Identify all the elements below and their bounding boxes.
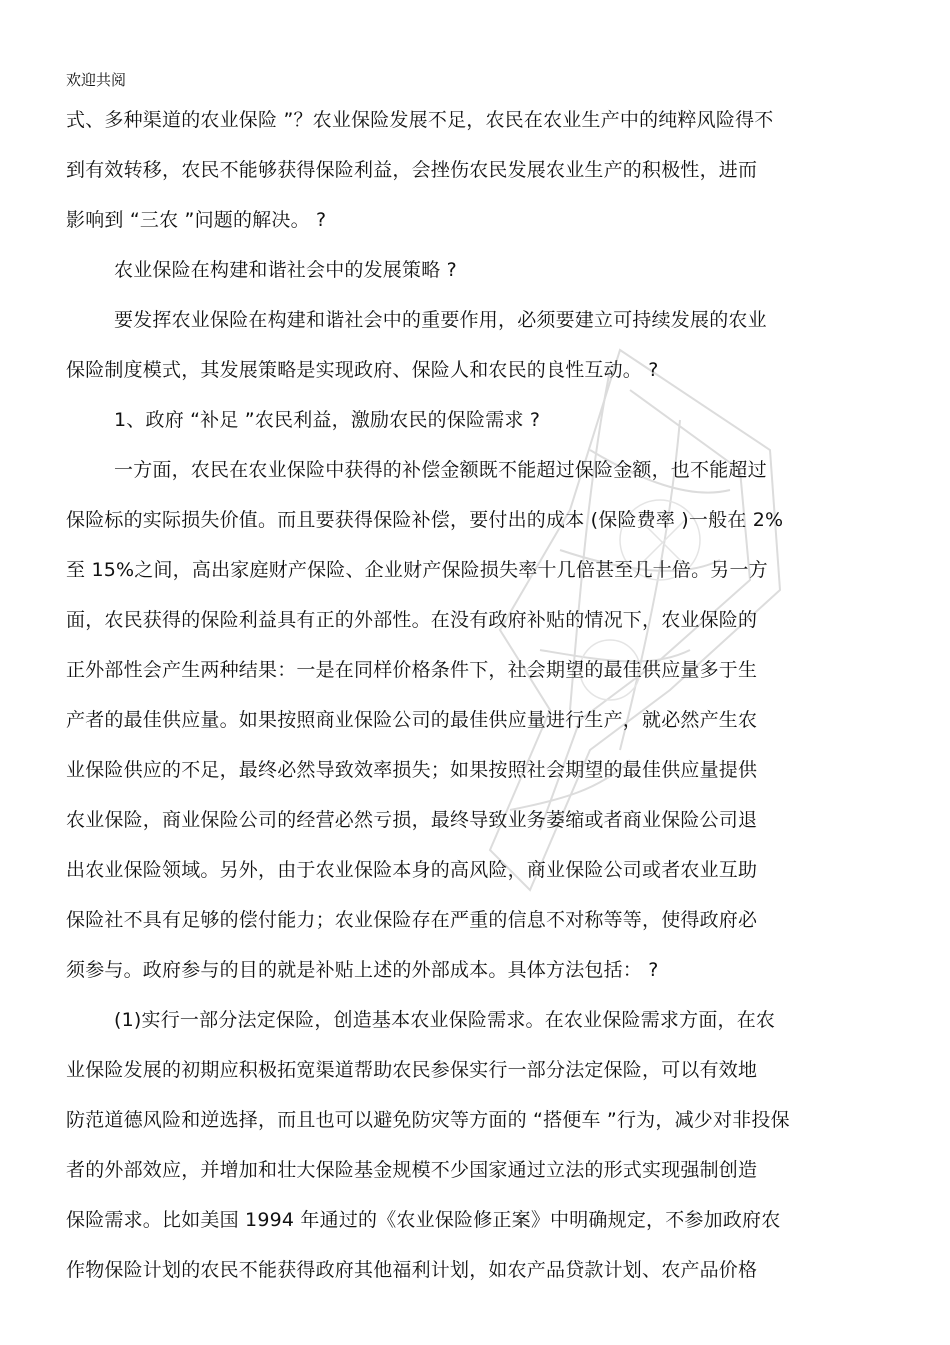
paragraph-line: 作物保险计划的农民不能获得政府其他福利计划，如农产品贷款计划、农产品价格 [66, 1259, 758, 1281]
paragraph-line: 农业保险，商业保险公司的经营必然亏损，最终导致业务萎缩或者商业保险公司退 [66, 809, 758, 831]
paragraph-line: 保险制度模式，其发展策略是实现政府、保险人和农民的良性互动。 ? [66, 359, 659, 381]
section-heading: 农业保险在构建和谐社会中的发展策略 ? [114, 259, 457, 281]
paragraph-line: 出农业保险领域。另外，由于农业保险本身的高风险，商业保险公司或者农业互助 [66, 859, 758, 881]
paragraph-line: 影响到 “三农 ”问题的解决。 ? [66, 209, 327, 231]
paragraph-line: 要发挥农业保险在构建和谐社会中的重要作用，必须要建立可持续发展的农业 [114, 309, 767, 331]
paragraph-line: 面，农民获得的保险利益具有正的外部性。在没有政府补贴的情况下，农业保险的 [66, 609, 758, 631]
subsection-heading: 1、政府 “补足 ”农民利益，激励农民的保险需求 ? [114, 409, 541, 431]
paragraph-line: 保险标的实际损失价值。而且要获得保险补偿，要付出的成本 (保险费率 )一般在 2% [66, 509, 784, 531]
paragraph-line: 者的外部效应，并增加和壮大保险基金规模不少国家通过立法的形式实现强制创造 [66, 1159, 758, 1181]
paragraph-line: 到有效转移，农民不能够获得保险利益，会挫伤农民发展农业生产的积极性，进而 [66, 159, 758, 181]
paragraph-line: 至 15%之间，高出家庭财产保险、企业财产保险损失率十几倍甚至几十倍。另一方 [66, 559, 768, 581]
paragraph-line: 须参与。政府参与的目的就是补贴上述的外部成本。具体方法包括： ? [66, 959, 659, 981]
paragraph-line: 业保险供应的不足，最终必然导致效率损失；如果按照社会期望的最佳供应量提供 [66, 759, 758, 781]
paragraph-line: 正外部性会产生两种结果：一是在同样价格条件下，社会期望的最佳供应量多于生 [66, 659, 758, 681]
paragraph-line: 保险需求。比如美国 1994 年通过的《农业保险修正案》中明确规定，不参加政府农 [66, 1209, 781, 1231]
paragraph-line: 一方面，农民在农业保险中获得的补偿金额既不能超过保险金额，也不能超过 [114, 459, 767, 481]
page-header: 欢迎共阅 [66, 71, 127, 89]
paragraph-line: (1)实行一部分法定保险，创造基本农业保险需求。在农业保险需求方面，在农 [114, 1009, 776, 1031]
paragraph-line: 业保险发展的初期应积极拓宽渠道帮助农民参保实行一部分法定保险，可以有效地 [66, 1059, 758, 1081]
paragraph-line: 保险社不具有足够的偿付能力；农业保险存在严重的信息不对称等等，使得政府必 [66, 909, 758, 931]
paragraph-line: 产者的最佳供应量。如果按照商业保险公司的最佳供应量进行生产，就必然产生农 [66, 709, 758, 731]
paragraph-line: 防范道德风险和逆选择，而且也可以避免防灾等方面的 “搭便车 ”行为，减少对非投保 [66, 1109, 790, 1131]
paragraph-line: 式、多种渠道的农业保险 ”？农业保险发展不足，农民在农业生产中的纯粹风险得不 [66, 109, 774, 131]
